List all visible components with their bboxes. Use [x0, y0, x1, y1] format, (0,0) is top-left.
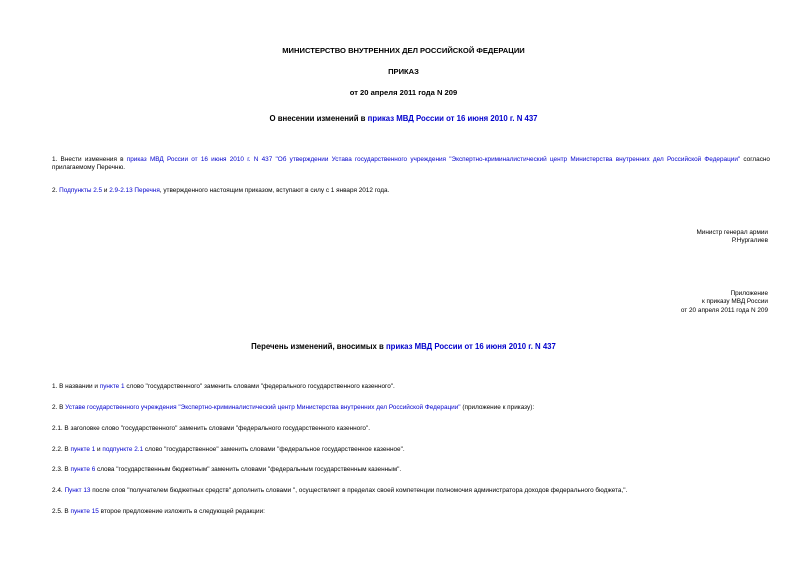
signature-block	[696, 229, 768, 246]
signature-name: Р.Нургалиев	[731, 237, 768, 245]
change-item-2-3	[52, 466, 770, 474]
appendix-line-2: к приказу МВД России	[701, 298, 768, 306]
change-1-text: 1. В названии и	[52, 383, 100, 390]
appendix-line-3: от 20 апреля 2011 года N 209	[680, 306, 768, 314]
order-p1-text: 1. Внести изменения в	[52, 156, 127, 163]
order-title-link[interactable]: приказ МВД России от 16 июня 2010 г. N 437	[367, 114, 538, 123]
change-2-text: 2. В	[52, 404, 66, 411]
change-1-tail: слово "государственного" заменить словами "федерального государственного казенного".	[124, 383, 395, 390]
change-item-2	[52, 404, 770, 412]
change-2-link[interactable]: Уставе государственного учреждения "Экспертно-криминалистический центр Министерства внутренних дел Российской Федерации"	[65, 404, 461, 411]
change-2-2-link-1[interactable]: пункте 1	[70, 446, 96, 453]
change-2-2-mid: и	[95, 446, 103, 453]
list-title-link[interactable]: приказ МВД России от 16 июня 2010 г. N 437	[385, 342, 556, 351]
order-type-heading: ПРИКАЗ	[388, 67, 419, 76]
change-2-4-link[interactable]: Пункт 13	[64, 487, 91, 494]
order-p2-num: 2.	[52, 187, 60, 194]
change-item-2-5	[52, 508, 770, 516]
change-2-2-tail: слово "государственное" заменить словами "федеральное государственное казенное".	[143, 446, 405, 453]
change-2-3-tail: слова "государственным бюджетным" заменить словами "федеральным государственным казенным".	[95, 466, 402, 473]
order-p1-tail: согласно прилагаемому Перечню.	[52, 156, 770, 172]
change-2-4-tail: после слов "получателем бюджетных средств" дополнить словами ", осуществляет в пределах своей компетенции полномочия администратора доходов федерального бюджета,".	[90, 487, 628, 494]
signature-position: Министр генерал армии	[696, 229, 768, 236]
change-2-3-text: 2.3. В	[52, 466, 71, 473]
order-paragraph-1	[52, 156, 770, 173]
change-2-5-tail: второе предложение изложить в следующей редакции:	[98, 508, 265, 515]
order-p1-link-charter[interactable]: "Об утверждении Устава государственного учреждения "Экспертно-криминалистический центр Министерства внутренних дел Российской Федерации"	[272, 156, 741, 163]
order-p2-link-2-5[interactable]: Подпункты 2.5	[59, 187, 103, 194]
ministry-heading: МИНИСТЕРСТВО ВНУТРЕННИХ ДЕЛ РОССИЙСКОЙ ФЕДЕРАЦИИ	[282, 46, 525, 55]
order-title	[0, 114, 807, 124]
appendix-line-1: Приложение	[730, 290, 768, 297]
change-2-1-text: 2.1. В заголовке слово "государственного" заменить словами "федерального государственного казенного".	[52, 425, 370, 432]
change-item-2-4	[52, 487, 770, 495]
order-paragraph-2	[52, 187, 770, 195]
change-2-2-text: 2.2. В	[52, 446, 71, 453]
change-2-5-text: 2.5. В	[52, 508, 71, 515]
list-title-prefix: Перечень изменений, вносимых в	[251, 342, 386, 351]
change-2-3-link[interactable]: пункте 6	[70, 466, 96, 473]
order-p2-mid: и	[102, 187, 110, 194]
list-title	[0, 342, 807, 352]
order-p2-tail: , утвержденного настоящим приказом, вступают в силу с 1 января 2012 года.	[159, 187, 390, 194]
change-item-1	[52, 383, 770, 391]
order-p1-link-order[interactable]: приказ МВД России от 16 июня 2010 г. N 437	[126, 156, 273, 163]
change-2-2-link-2[interactable]: подпункте 2.1	[102, 446, 144, 453]
change-2-5-link[interactable]: пункте 15	[70, 508, 99, 515]
order-date-number: от 20 апреля 2011 года N 209	[349, 88, 458, 97]
change-2-tail: (приложение к приказу):	[460, 404, 535, 411]
change-2-4-text: 2.4.	[52, 487, 65, 494]
change-item-2-2	[52, 446, 770, 454]
appendix-block	[681, 290, 768, 315]
order-title-prefix: О внесении изменений в	[269, 114, 368, 123]
change-1-link[interactable]: пункте 1	[99, 383, 125, 390]
order-p2-link-2-9[interactable]: 2.9-2.13 Перечня	[109, 187, 160, 194]
change-item-2-1	[52, 425, 770, 433]
